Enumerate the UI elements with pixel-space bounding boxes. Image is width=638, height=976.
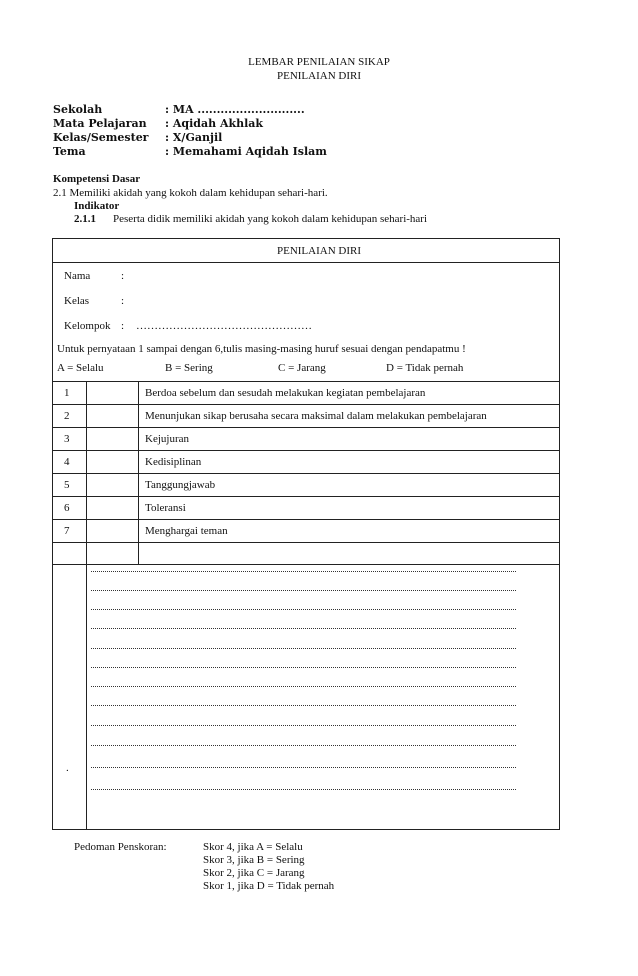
dotted-line — [91, 767, 516, 768]
dotted-line — [91, 590, 516, 591]
item-number: 5 — [64, 479, 70, 491]
scale-d: D = Tidak pernah — [386, 362, 464, 374]
dotted-line — [91, 648, 516, 649]
dotted-line — [91, 571, 516, 572]
identity-label-sekolah: Sekolah — [53, 103, 103, 116]
identity-value-kelas: : X/Ganjil — [165, 131, 223, 144]
item-statement: Menghargai teman — [145, 525, 228, 537]
field-label-kelompok: Kelompok — [64, 320, 111, 332]
item-statement: Tanggungjawab — [145, 479, 216, 491]
answer-cell[interactable] — [87, 382, 137, 403]
dotted-line — [91, 725, 516, 726]
scale-a: A = Selalu — [57, 362, 104, 374]
answer-cell[interactable] — [87, 520, 137, 541]
row-marker-dot: . — [66, 762, 69, 774]
kompetensi-dasar-text: 2.1 Memiliki akidah yang kokoh dalam kehidupan sehari-hari. — [53, 187, 328, 199]
pedoman-rule: Skor 1, jika D = Tidak pernah — [203, 880, 335, 892]
pedoman-label: Pedoman Penskoran: — [74, 841, 167, 853]
field-label-nama: Nama — [64, 270, 91, 282]
identity-value-sekolah: : MA ............................ — [165, 103, 305, 116]
indikator-text: Peserta didik memiliki akidah yang kokoh dalam kehidupan sehari-hari — [113, 213, 428, 225]
pedoman-rule: Skor 2, jika C = Jarang — [203, 867, 305, 879]
indikator-heading: Indikator — [74, 200, 120, 212]
answer-cell[interactable] — [87, 451, 137, 472]
answer-cell[interactable] — [87, 428, 137, 449]
answer-cell[interactable] — [87, 497, 137, 518]
item-statement: Menunjukan sikap berusaha secara maksimal dalam melakukan pembelajaran — [145, 410, 487, 422]
dotted-line — [91, 609, 516, 610]
dotted-line — [91, 686, 516, 687]
kompetensi-heading: Kompetensi Dasar — [53, 173, 141, 185]
field-colon-kelas: : — [121, 295, 125, 307]
form-title: PENILAIAN DIRI — [276, 245, 361, 257]
dotted-line — [91, 789, 516, 790]
item-statement: Kedisiplinan — [145, 456, 202, 468]
item-number: 3 — [64, 433, 70, 445]
dotted-line — [91, 628, 516, 629]
page-subtitle: PENILAIAN DIRI — [276, 70, 361, 82]
identity-label-tema: Tema — [53, 145, 86, 158]
dotted-line — [91, 745, 516, 746]
dotted-line — [91, 667, 516, 668]
indikator-number: 2.1.1 — [74, 213, 96, 225]
identity-value-tema: : Memahami Aqidah Islam — [165, 145, 327, 158]
field-label-kelas: Kelas — [64, 295, 90, 307]
scale-b: B = Sering — [165, 362, 213, 374]
item-statement: Kejujuran — [145, 433, 189, 445]
answer-cell[interactable] — [87, 405, 137, 426]
field-colon-kelompok: : — [121, 320, 125, 332]
form-title-divider — [52, 262, 560, 263]
item-number: 4 — [64, 456, 70, 468]
item-number: 2 — [64, 410, 70, 422]
item-number: 7 — [64, 525, 70, 537]
identity-label-kelas: Kelas/Semester — [53, 131, 149, 144]
item-statement: Berdoa sebelum dan sesudah melakukan kegiatan pembelajaran — [145, 387, 426, 399]
empty-statement-cell[interactable] — [139, 543, 559, 563]
field-colon-nama: : — [121, 270, 125, 282]
field-value-kelompok[interactable]: ………………………………………… — [136, 320, 312, 332]
identity-label-mapel: Mata Pelajaran — [53, 117, 147, 130]
answer-cell[interactable] — [87, 543, 137, 563]
pedoman-rule: Skor 4, jika A = Selalu — [203, 841, 303, 853]
page-title: LEMBAR PENILAIAN SIKAP — [248, 56, 390, 68]
scale-c: C = Jarang — [278, 362, 326, 374]
item-number: 6 — [64, 502, 70, 514]
identity-value-mapel: : Aqidah Akhlak — [165, 117, 264, 130]
instruction-text: Untuk pernyataan 1 sampai dengan 6,tulis masing-masing huruf sesuai dengan pendapatmu ! — [57, 343, 466, 355]
dotted-line — [91, 705, 516, 706]
answer-cell[interactable] — [87, 474, 137, 495]
item-statement: Toleransi — [145, 502, 186, 514]
pedoman-rule: Skor 3, jika B = Sering — [203, 854, 305, 866]
item-number: 1 — [64, 387, 70, 399]
